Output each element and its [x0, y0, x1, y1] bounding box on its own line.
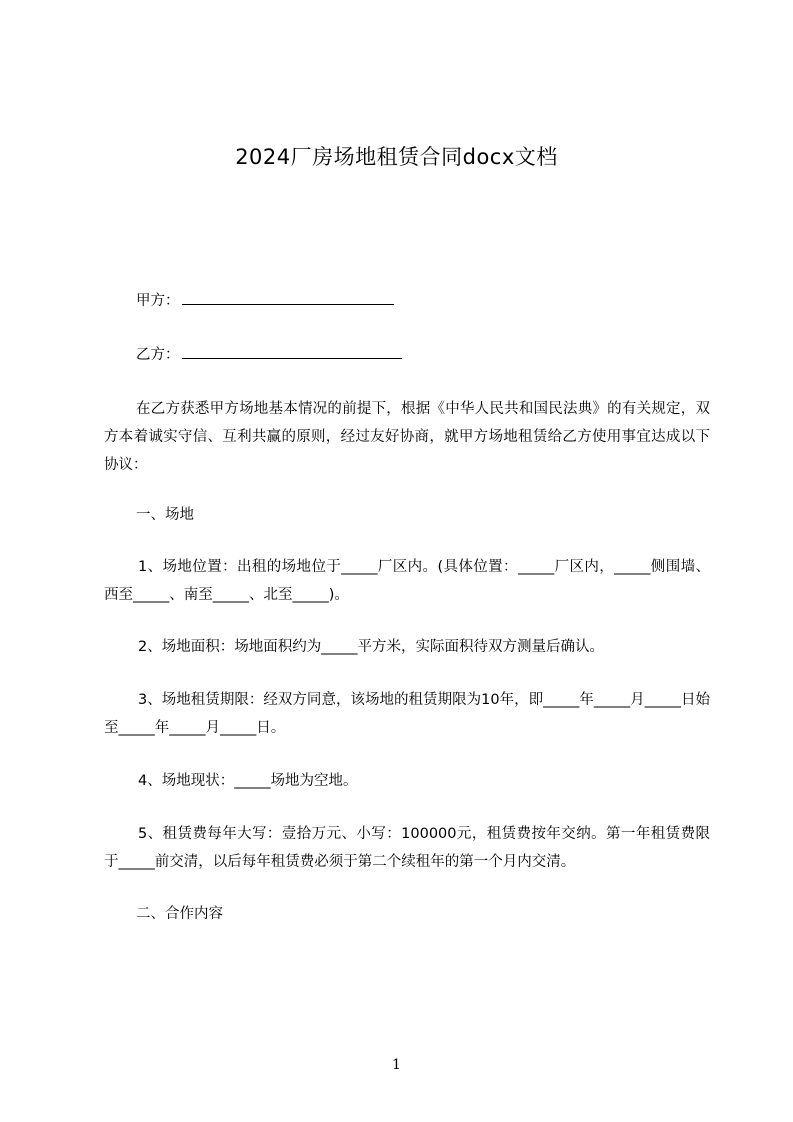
party-a-label: 甲方：: [136, 293, 180, 309]
document-title: 2024厂房场地租赁合同docx文档: [235, 145, 558, 169]
clause-1-location: 1、场地位置：出租的场地位于_____厂区内。(具体位置：_____厂区内，_____侧围墙、西至_____、南至_____、北至_____)。: [104, 559, 710, 603]
page-number: 1: [392, 1057, 401, 1073]
clause-2-area: 2、场地面积：场地面积约为_____平方米，实际面积待双方测量后确认。: [138, 639, 604, 655]
party-a-line: [136, 290, 394, 311]
clause-4-status: 4、场地现状：_____场地为空地。: [138, 773, 358, 789]
party-b-label: 乙方：: [136, 347, 180, 363]
party-b-line: [136, 344, 402, 365]
section-2-heading: 二、合作内容: [136, 906, 223, 922]
section-1-heading: 一、场地: [136, 507, 194, 523]
clause-5-rent: 5、租赁费每年大写：壹拾万元、小写：100000元，租赁费按年交纳。第一年租赁费限于_____前交清，以后每年租赁费必须于第二个续租年的第一个月内交清。: [104, 826, 710, 870]
party-a-blank: [182, 290, 394, 305]
party-b-blank: [182, 344, 402, 359]
clause-3-term: 3、场地租赁期限：经双方同意，该场地的租赁期限为10年，即_____年_____月_____日始至_____年_____月_____日。: [104, 692, 710, 736]
preamble-paragraph: 在乙方获悉甲方场地基本情况的前提下，根据《中华人民共和国民法典》的有关规定，双方本着诚实守信、互利共赢的原则，经过友好协商，就甲方场地租赁给乙方使用事宜达成以下协议：: [104, 401, 710, 473]
